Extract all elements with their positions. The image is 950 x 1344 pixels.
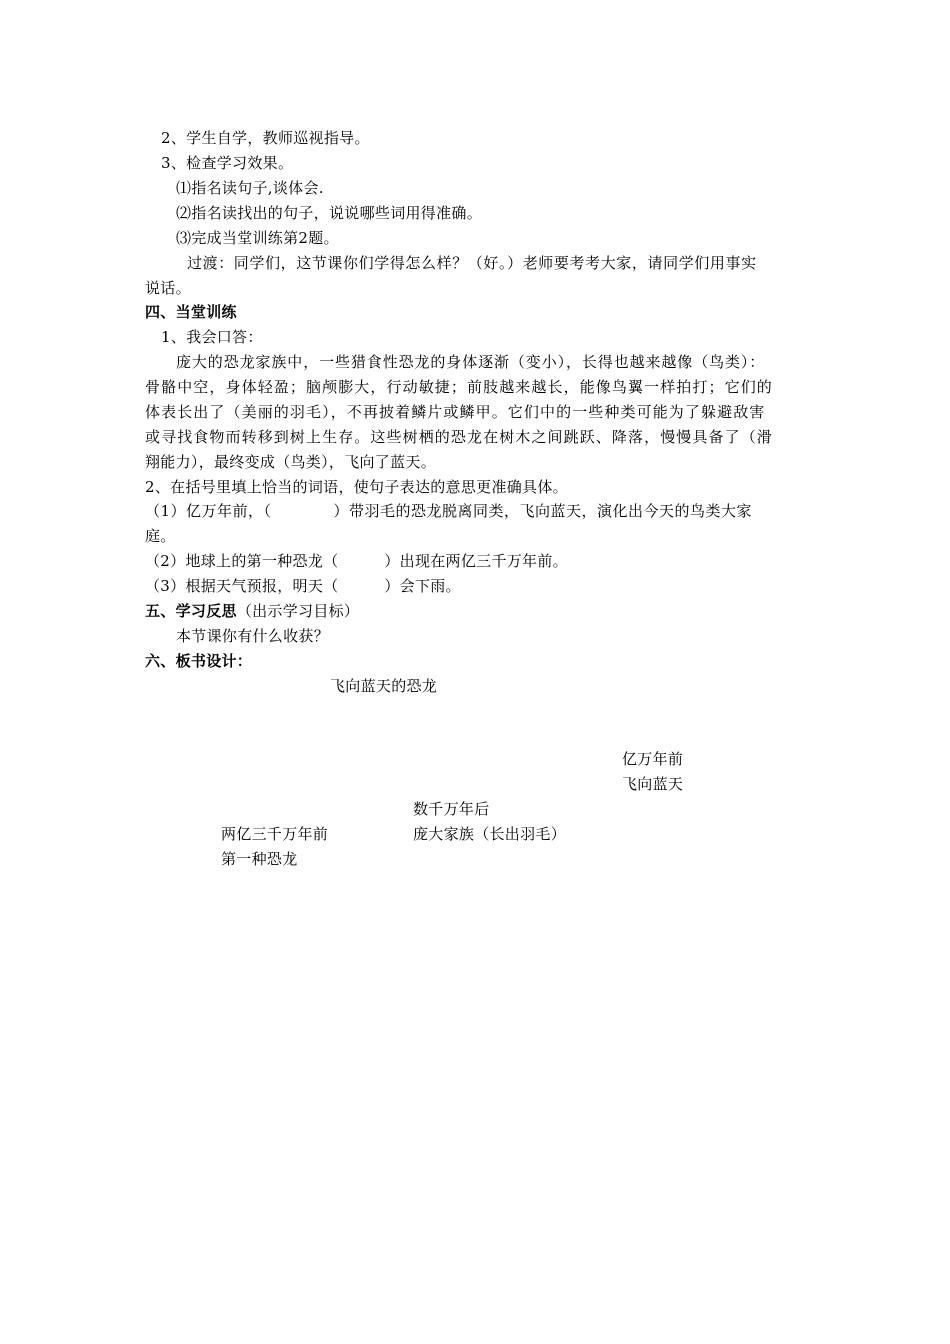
passage-line: 体表长出了（美丽的羽毛），不再披着鳞片或鳞甲。它们中的一些种类可能为了躲避敌害 [145, 403, 766, 421]
board-top-right-1: 亿万年前 [622, 750, 684, 768]
board-left-1: 两亿三千万年前 [221, 825, 329, 843]
sub-step-1: ⑴指名读句子,谈体会. [176, 179, 324, 197]
section-5-heading: 五、学习反思 [145, 602, 237, 620]
question-2-item-2: （2）地球上的第一种恐龙（ ）出现在两亿三千万年前。 [145, 552, 568, 570]
section-5-note: （出示学习目标） [236, 602, 360, 620]
question-1-title: 1、我会口答： [161, 328, 263, 346]
passage-line: 或寻找食物而转移到树上生存。这些树栖的恐龙在树木之间跳跃、降落，慢慢具备了（滑 [145, 428, 773, 446]
transition-line-2: 说话。 [145, 279, 191, 297]
question-2-title: 2、在括号里填上恰当的词语，使句子表达的意思更准确具体。 [145, 478, 568, 496]
transition-line-1: 过渡：同学们，这节课你们学得怎么样？（好。）老师要考考大家，请同学们用事实 [187, 254, 757, 272]
sub-step-3: ⑶完成当堂训练第2题。 [176, 229, 339, 247]
step-3: 3、检查学习效果。 [161, 154, 294, 172]
question-2-item-1-cont: 庭。 [145, 527, 176, 545]
board-middle-1: 数千万年后 [413, 800, 490, 818]
passage-line: 骨骼中空，身体轻盈；脑颅膨大，行动敏捷；前肢越来越长，能像鸟翼一样拍打；它们的 [145, 378, 773, 396]
passage-line: 庞大的恐龙家族中，一些猎食性恐龙的身体逐渐（变小），长得也越来越像（鸟类）： [176, 353, 766, 371]
question-2-item-3: （3）根据天气预报，明天（ ）会下雨。 [145, 577, 461, 595]
question-2-item-1: （1）亿万年前，（ ）带羽毛的恐龙脱离同类，飞向蓝天，演化出今天的鸟类大家 [145, 502, 753, 520]
section-4-heading: 四、当堂训练 [145, 303, 237, 321]
section-5-heading-line [145, 601, 359, 621]
step-2: 2、学生自学，教师巡视指导。 [161, 129, 370, 147]
board-left-2: 第一种恐龙 [221, 850, 298, 868]
board-title: 飞向蓝天的恐龙 [330, 677, 438, 695]
board-middle-2: 庞大家族（长出羽毛） [413, 825, 567, 843]
passage-line: 翔能力），最终变成（鸟类），飞向了蓝天。 [145, 453, 437, 471]
board-top-right-2: 飞向蓝天 [622, 775, 684, 793]
sub-step-2: ⑵指名读找出的句子，说说哪些词用得准确。 [176, 204, 483, 222]
section-5-body: 本节课你有什么收获？ [176, 627, 330, 645]
section-6-heading: 六、板书设计： [145, 652, 253, 670]
